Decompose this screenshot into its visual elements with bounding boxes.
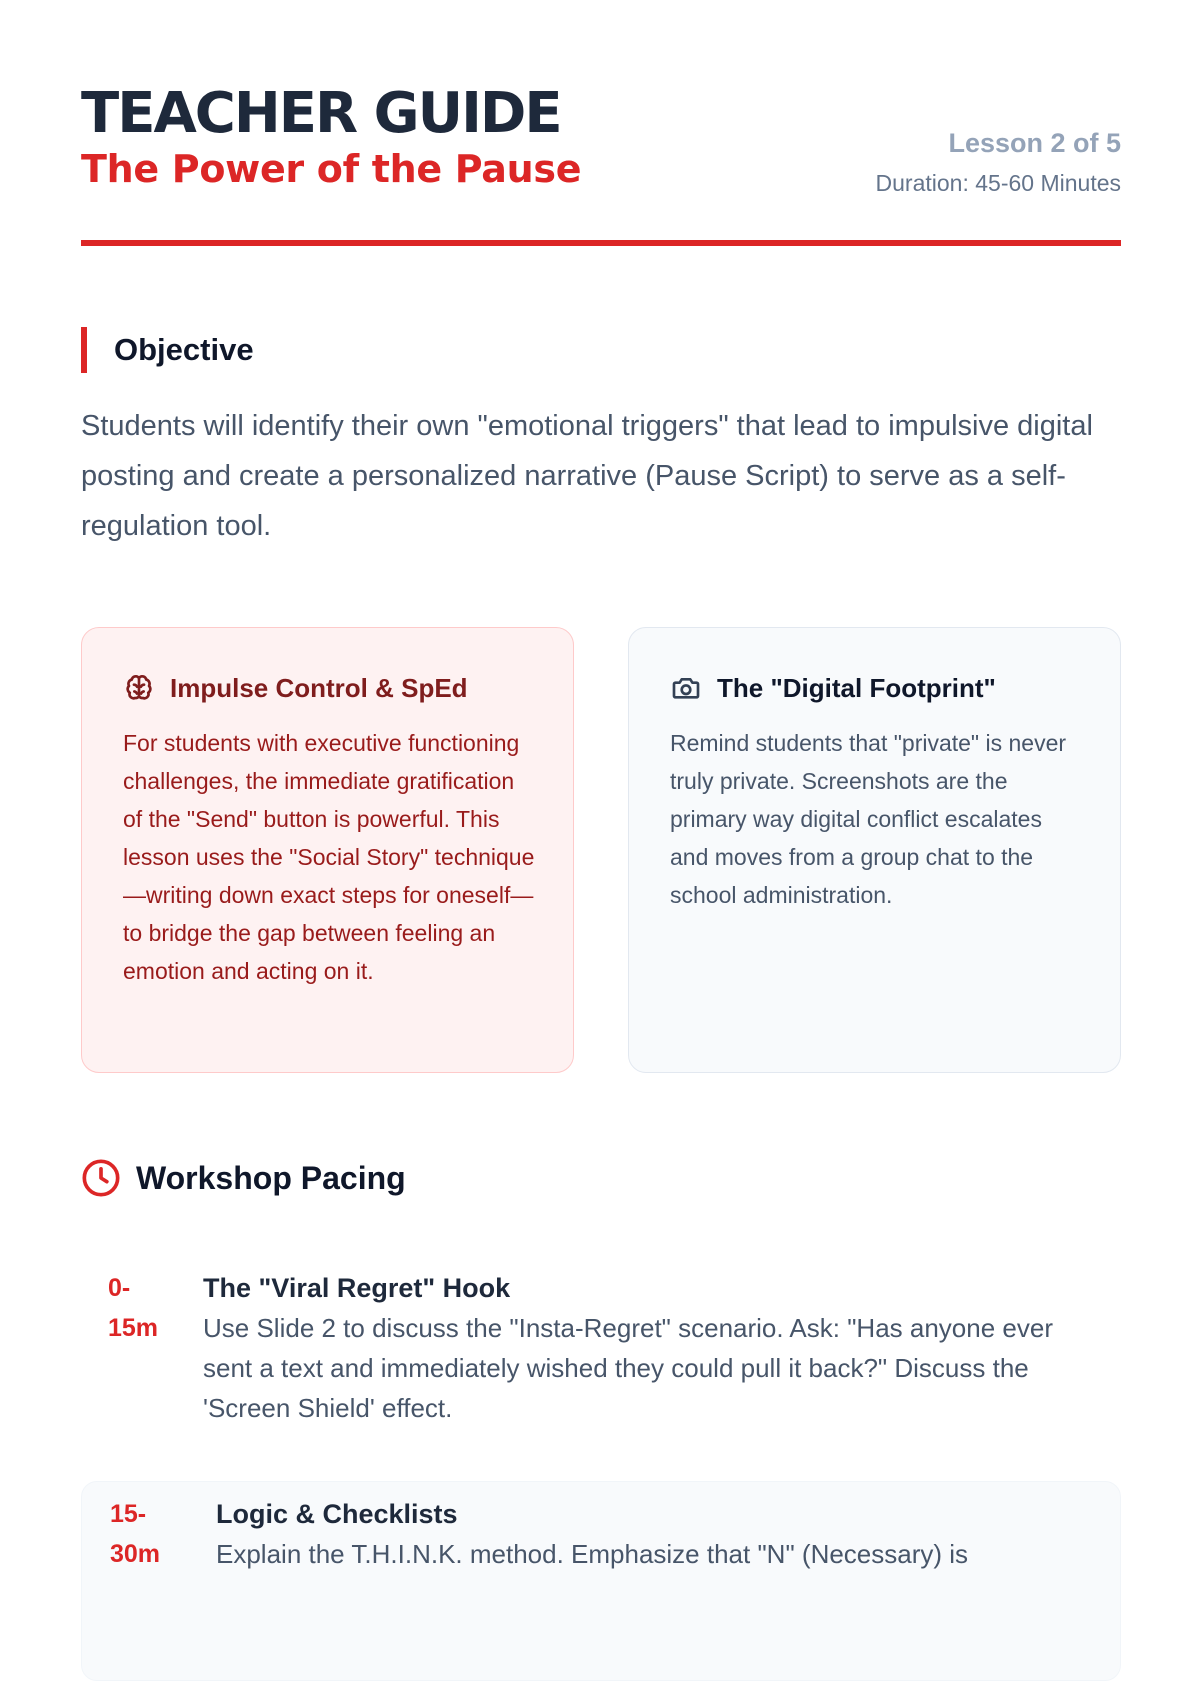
clock-icon [81, 1158, 121, 1198]
workshop-pacing-title: Workshop Pacing [136, 1159, 406, 1196]
objective-text: Students will identify their own "emotional triggers" that lead to impulsive digital posting and create a personalized narrative (Pause Script) to serve as a self-regulation tool. [81, 410, 1093, 542]
digital-footprint-card-text: Remind students that "private" is never truly private. Screenshots are the primary way digital conflict escalates and moves from a group chat to the school administration. [670, 730, 1067, 908]
camera-icon [670, 672, 702, 704]
workshop-pacing-heading [81, 1158, 406, 1198]
lesson-title: The Power of the Pause [81, 147, 582, 191]
impulse-control-card-text: For students with executive functioning challenges, the immediate gratification of the "Send" button is powerful. This lesson uses the "Social Story" technique—writing down exact steps for oneself—to bridge the gap between feeling an emotion and acting on it. [123, 730, 535, 984]
impulse-control-card [81, 627, 574, 1073]
digital-footprint-card [628, 627, 1121, 1073]
document-type-label: TEACHER GUIDE [81, 81, 561, 146]
lesson-duration: Duration: 45-60 Minutes [875, 170, 1121, 196]
digital-footprint-card-title: The "Digital Footprint" [717, 672, 996, 703]
impulse-control-card-title: Impulse Control & SpEd [170, 672, 468, 703]
objective-heading: Objective [81, 327, 254, 373]
lesson-number: Lesson 2 of 5 [948, 128, 1121, 158]
pacing-description: Use Slide 2 to discuss the "Insta-Regret" scenario. Ask: "Has anyone ever sent a text and immediately wished they could pull it back?" Discuss the 'Screen Shield' effect. [203, 1313, 1053, 1423]
guide-header [81, 80, 1121, 200]
pacing-content [203, 1268, 1083, 1428]
pacing-time: 0-15m [108, 1274, 159, 1342]
pacing-time: 15-30m [110, 1500, 161, 1568]
pacing-row [81, 1268, 1121, 1438]
header-divider [81, 240, 1121, 246]
digital-footprint-card-header [670, 670, 1082, 706]
pacing-description: Explain the T.H.I.N.K. method. Emphasize that "N" (Necessary) is [216, 1539, 969, 1569]
pacing-title: Logic & Checklists [216, 1499, 458, 1529]
brain-icon [123, 672, 155, 704]
pacing-title: The "Viral Regret" Hook [203, 1273, 511, 1303]
impulse-control-card-header [123, 670, 535, 706]
pacing-row [81, 1481, 1121, 1681]
pacing-content [216, 1494, 1096, 1574]
